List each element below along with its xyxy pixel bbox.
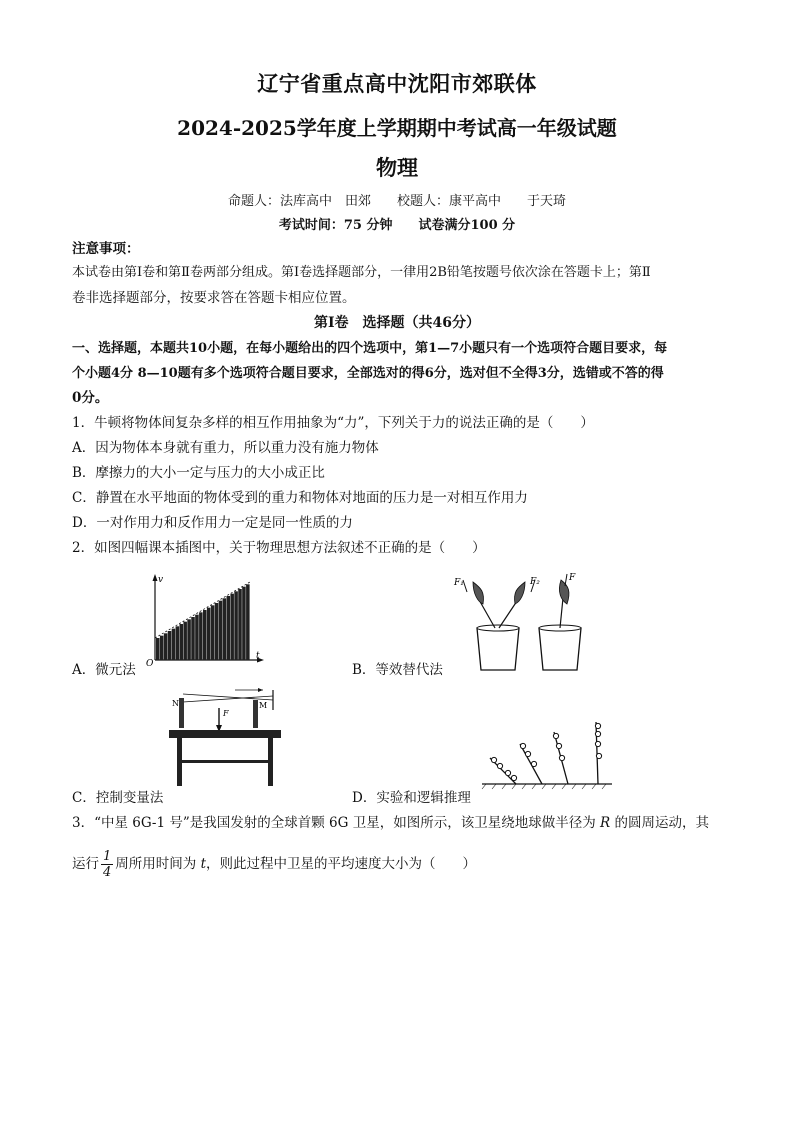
figure-a-vt-graph	[140, 572, 265, 668]
figure-a-bar	[191, 617, 195, 660]
q3-var-t: t	[200, 856, 207, 872]
figure-a-bar	[164, 633, 168, 660]
figure-a-bar	[242, 587, 246, 660]
q3-fraction-denominator: 4	[103, 865, 112, 880]
figure-a-bar	[215, 603, 219, 660]
figure-a-bar	[246, 584, 250, 660]
q2-option-d: D．实验和逻辑推理	[352, 790, 471, 806]
section-intro-2: 个小题4分 8—10题有多个选项符合题目要求，全部选对的得6分，选对但不全得3分，选错或不答的得	[72, 366, 664, 381]
figure-c-n-label: N	[172, 699, 179, 708]
figure-a-t-label: t	[256, 651, 260, 661]
q3-var-r: R	[600, 815, 611, 831]
figure-a-bar	[183, 622, 187, 660]
q2-stem: 2．如图四幅课本插图中，关于物理思想方法叙述不正确的是（ ）	[72, 540, 486, 556]
figure-a-bar	[172, 629, 176, 660]
title-line-1: 辽宁省重点高中沈阳市郊联体	[257, 71, 537, 96]
figure-a-bar	[156, 638, 160, 660]
title-line-2: 2024-2025学年度上学期期中考试高一年级试题	[177, 116, 617, 140]
figure-c-table	[165, 688, 285, 788]
q3-fraction-numerator: 1	[103, 849, 112, 864]
figure-a-bar	[195, 615, 199, 660]
q3-line-1-b: 的圆周运动，其	[610, 815, 709, 831]
figure-a-origin-label: O	[146, 659, 154, 668]
figure-c-m-label: M	[259, 701, 268, 710]
figure-a-bar	[211, 605, 215, 660]
q2-option-a: A．微元法	[72, 662, 136, 678]
figure-a-bar	[219, 601, 223, 660]
figure-a-bar	[234, 591, 238, 660]
q2-option-c: C．控制变量法	[72, 790, 164, 806]
figure-b-f2-label: F₂	[530, 577, 540, 587]
section-intro-1: 一、选择题，本题共10小题，在每小题给出的四个选项中，第1—7小题只有一个选项符合题目要求，每	[72, 341, 668, 356]
section-intro-3: 0分。	[72, 390, 109, 406]
figure-c-f-label: F	[223, 709, 229, 718]
q1-option-d: D．一对作用力和反作用力一定是同一性质的力	[72, 515, 353, 531]
figure-a-bar	[238, 589, 242, 660]
q3-line-2-a: 运行	[72, 856, 99, 872]
authors-line: 命题人：法库高中 田郊 校题人：康平高中 于天琦	[227, 194, 566, 209]
figure-a-bar	[168, 631, 172, 660]
q3-line-2-b: 周所用时间为	[115, 856, 201, 872]
q3-fraction	[101, 849, 113, 880]
q3-line-1	[72, 811, 724, 835]
figure-a-bar	[223, 598, 227, 660]
figure-a-bar	[176, 626, 180, 660]
notice-line-1: 本试卷由第Ⅰ卷和第Ⅱ卷两部分组成。第Ⅰ卷选择题部分，一律用2B铅笔按题号依次涂在答题卡上；第Ⅱ	[72, 265, 651, 280]
figure-a-bar	[207, 608, 211, 660]
figure-b-f-label: F	[569, 573, 576, 583]
figure-b-f1-label: F₁	[454, 578, 464, 588]
exam-info: 考试时间：75 分钟 试卷满分100 分	[278, 218, 516, 233]
q1-option-c: C．静置在水平地面的物体受到的重力和物体对地面的压力是一对相互作用力	[72, 490, 528, 506]
figure-a-bar	[180, 624, 184, 660]
q3-line-1-a: 3．“中星 6G-1 号”是我国发射的全球首颗 6G 卫星，如图所示，该卫星绕地球做半径为	[72, 815, 600, 831]
figure-a-bar	[230, 594, 234, 660]
figure-a-bar	[199, 612, 203, 660]
figure-a-v-label: v	[158, 575, 164, 585]
figure-a-bar	[187, 619, 191, 660]
q1-stem: 1．牛顿将物体间复杂多样的相互作用抽象为“力”，下列关于力的说法正确的是（ ）	[72, 415, 594, 431]
q1-option-b: B．摩擦力的大小一定与压力的大小成正比	[72, 465, 325, 481]
figure-d-inclines	[480, 718, 615, 790]
q1-option-a: A．因为物体本身就有重力，所以重力没有施力物体	[72, 440, 379, 456]
q3-line-2-c: ，则此过程中卫星的平均速度大小为（ ）	[206, 856, 477, 872]
figure-b-cups	[445, 570, 595, 675]
figure-a-bar	[203, 610, 207, 660]
q3-line-2	[72, 846, 724, 882]
section-title: 第Ⅰ卷 选择题（共46分）	[313, 315, 481, 331]
figure-a-bar	[227, 596, 231, 660]
q2-option-b: B．等效替代法	[352, 662, 443, 678]
title-subject: 物理	[376, 155, 418, 180]
notice-heading: 注意事项：	[72, 241, 140, 257]
notice-line-2: 卷非选择题部分，按要求答在答题卡相应位置。	[72, 290, 356, 306]
figure-a-bar	[160, 636, 164, 660]
